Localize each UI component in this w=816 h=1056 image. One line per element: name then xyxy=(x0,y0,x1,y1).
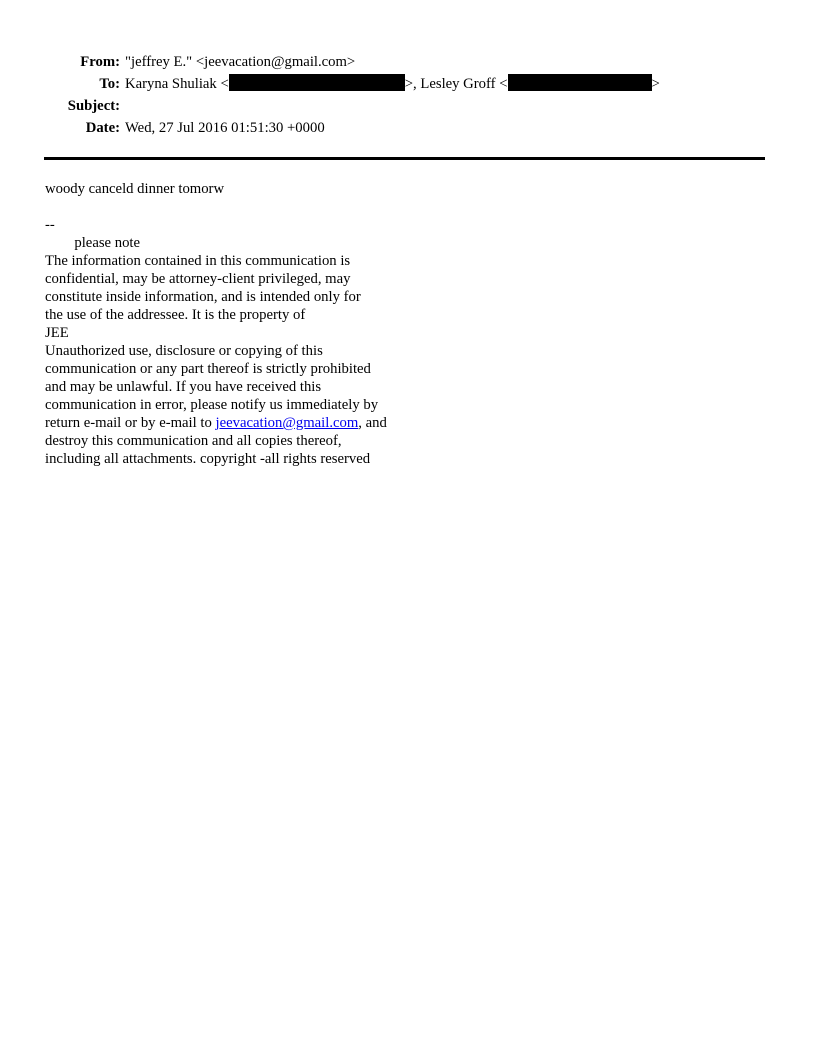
header-divider-rule xyxy=(44,157,765,160)
disclaimer-line: communication or any part thereof is strictly prohibited xyxy=(45,361,371,377)
disclaimer-line: constitute inside information, and is intended only for xyxy=(45,289,361,305)
subject-label: Subject: xyxy=(67,98,120,114)
date-label: Date: xyxy=(85,120,120,136)
disclaimer-link-line xyxy=(45,414,605,432)
email-body xyxy=(45,180,605,468)
link-line-post: , and xyxy=(358,415,387,431)
disclaimer-line: communication in error, please notify us immediately by xyxy=(45,397,379,413)
disclaimer-line: including all attachments. copyright -all rights reserved xyxy=(45,451,371,467)
from-label: From: xyxy=(80,54,120,70)
to-label: To: xyxy=(99,76,120,92)
header-row-date xyxy=(45,117,765,139)
blank-line xyxy=(45,198,605,216)
header-row-subject xyxy=(45,95,765,117)
disclaimer-line: confidential, may be attorney-client privileged, may xyxy=(45,271,351,287)
message-text: woody canceld dinner tomorw xyxy=(45,181,225,197)
link-line-pre: return e-mail or by e-mail to xyxy=(45,415,216,431)
header-row-to xyxy=(45,73,765,95)
disclaimer-line: Unauthorized use, disclosure or copying of this xyxy=(45,343,323,359)
disclaimer-line: the use of the addressee. It is the property of xyxy=(45,307,306,323)
signature-separator: -- xyxy=(45,217,55,233)
note-heading: please note xyxy=(45,235,141,251)
to-recipient-2: >, Lesley Groff < xyxy=(404,76,508,92)
redaction-bar-1 xyxy=(229,74,405,91)
disclaimer-line: destroy this communication and all copies thereof, xyxy=(45,433,342,449)
disclaimer-line: and may be unlawful. If you have received this xyxy=(45,379,322,395)
to-value xyxy=(125,73,660,95)
email-header xyxy=(45,51,765,139)
disclaimer-line: JEE xyxy=(45,325,69,341)
to-recipient-1: Karyna Shuliak < xyxy=(125,76,229,92)
disclaimer-line: The information contained in this communication is xyxy=(45,253,351,269)
email-link[interactable]: jeevacation@gmail.com xyxy=(215,415,359,431)
redaction-bar-2 xyxy=(508,74,652,91)
to-close-bracket: > xyxy=(651,76,660,92)
header-row-from xyxy=(45,51,765,73)
from-value: "jeffrey E." <jeevacation@gmail.com> xyxy=(125,54,356,70)
date-value: Wed, 27 Jul 2016 01:51:30 +0000 xyxy=(125,120,325,136)
